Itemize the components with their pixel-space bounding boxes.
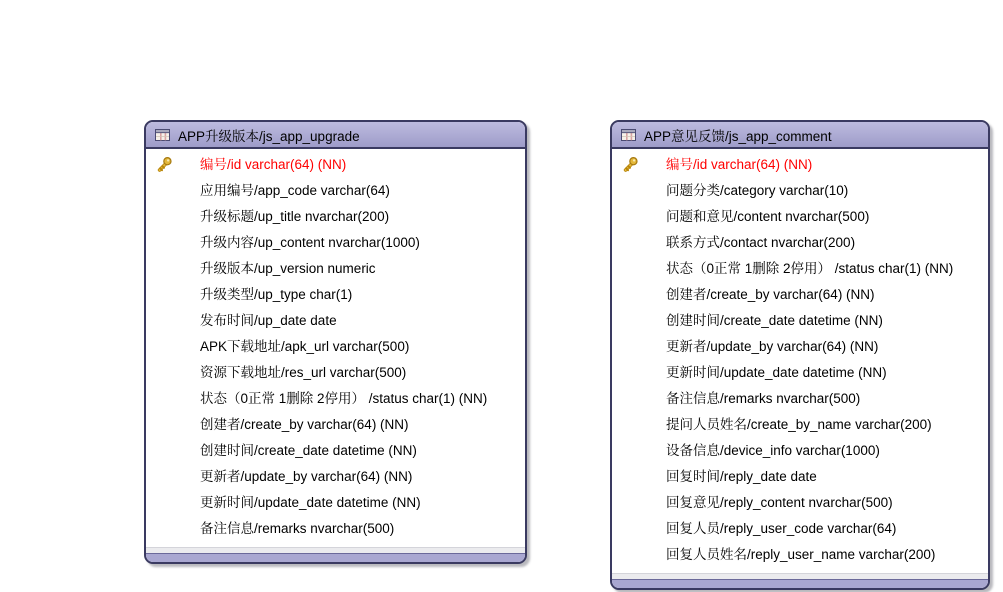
table-body — [612, 149, 988, 573]
column-label: 升级标题/up_title nvarchar(200) — [200, 209, 390, 224]
table-grid-icon — [155, 129, 170, 141]
column-label: 编号/id varchar(64) (NN) — [200, 157, 347, 172]
table-footer-bar — [146, 553, 525, 562]
column-row-primary-key[interactable] — [146, 152, 525, 178]
column-label: 备注信息/remarks nvarchar(500) — [666, 391, 861, 406]
column-label: 更新时间/update_date datetime (NN) — [666, 365, 887, 380]
column-label: 备注信息/remarks nvarchar(500) — [200, 521, 395, 536]
column-label: 联系方式/contact nvarchar(200) — [666, 235, 856, 250]
column-row[interactable] — [146, 386, 525, 412]
column-row[interactable] — [146, 516, 525, 542]
column-row[interactable] — [146, 334, 525, 360]
column-label: 问题分类/category varchar(10) — [666, 183, 849, 198]
column-label: 创建者/create_by varchar(64) (NN) — [200, 417, 409, 432]
column-label: 回复人员姓名/reply_user_name varchar(200) — [666, 547, 936, 562]
entity-table-js-app-upgrade[interactable] — [144, 120, 527, 564]
table-body — [146, 149, 525, 547]
column-row[interactable] — [612, 204, 988, 230]
column-row[interactable] — [612, 360, 988, 386]
column-label: 更新者/update_by varchar(64) (NN) — [666, 339, 879, 354]
column-row[interactable] — [612, 412, 988, 438]
column-label: 发布时间/up_date date — [200, 313, 337, 328]
table-title: APP意见反馈/js_app_comment — [644, 128, 832, 144]
column-label: 升级版本/up_version numeric — [200, 261, 376, 276]
column-row[interactable] — [612, 438, 988, 464]
column-label: 回复意见/reply_content nvarchar(500) — [666, 495, 893, 510]
column-row[interactable] — [612, 334, 988, 360]
column-row[interactable] — [612, 542, 988, 568]
key-icon — [155, 156, 173, 174]
column-label: 应用编号/app_code varchar(64) — [200, 183, 390, 198]
column-row[interactable] — [612, 230, 988, 256]
column-row[interactable] — [612, 516, 988, 542]
column-row[interactable] — [146, 230, 525, 256]
column-row[interactable] — [146, 412, 525, 438]
column-label: 升级内容/up_content nvarchar(1000) — [200, 235, 420, 250]
column-row[interactable] — [612, 282, 988, 308]
column-label: 升级类型/up_type char(1) — [200, 287, 353, 302]
column-label: 资源下载地址/res_url varchar(500) — [200, 365, 407, 380]
column-row[interactable] — [146, 282, 525, 308]
column-row[interactable] — [612, 490, 988, 516]
column-label: 回复时间/reply_date date — [666, 469, 817, 484]
column-row[interactable] — [146, 256, 525, 282]
column-row[interactable] — [146, 204, 525, 230]
column-row[interactable] — [612, 464, 988, 490]
table-footer-bar — [612, 579, 988, 588]
entity-table-js-app-comment[interactable] — [610, 120, 990, 590]
column-row[interactable] — [612, 308, 988, 334]
column-label: 编号/id varchar(64) (NN) — [666, 157, 813, 172]
key-icon — [621, 156, 639, 174]
column-row-primary-key[interactable] — [612, 152, 988, 178]
column-label: 创建时间/create_date datetime (NN) — [666, 313, 883, 328]
column-row[interactable] — [146, 308, 525, 334]
table-grid-icon — [621, 129, 636, 141]
column-label: 更新时间/update_date datetime (NN) — [200, 495, 421, 510]
table-header[interactable] — [146, 122, 525, 149]
column-label: 创建时间/create_date datetime (NN) — [200, 443, 417, 458]
column-label: 创建者/create_by varchar(64) (NN) — [666, 287, 875, 302]
column-row[interactable] — [612, 256, 988, 282]
column-row[interactable] — [146, 178, 525, 204]
table-title: APP升级版本/js_app_upgrade — [178, 128, 360, 144]
table-header[interactable] — [612, 122, 988, 149]
column-label: 提问人员姓名/create_by_name varchar(200) — [666, 417, 932, 432]
column-label: 问题和意见/content nvarchar(500) — [666, 209, 870, 224]
column-row[interactable] — [146, 490, 525, 516]
column-row[interactable] — [146, 438, 525, 464]
column-row[interactable] — [146, 464, 525, 490]
column-row[interactable] — [146, 360, 525, 386]
column-row[interactable] — [612, 386, 988, 412]
column-label: 回复人员/reply_user_code varchar(64) — [666, 521, 897, 536]
column-label: 状态（0正常 1删除 2停用） /status char(1) (NN) — [666, 261, 954, 276]
column-row[interactable] — [612, 178, 988, 204]
column-label: 更新者/update_by varchar(64) (NN) — [200, 469, 413, 484]
column-label: APK下载地址/apk_url varchar(500) — [200, 339, 410, 354]
column-label: 设备信息/device_info varchar(1000) — [666, 443, 880, 458]
column-label: 状态（0正常 1删除 2停用） /status char(1) (NN) — [200, 391, 488, 406]
